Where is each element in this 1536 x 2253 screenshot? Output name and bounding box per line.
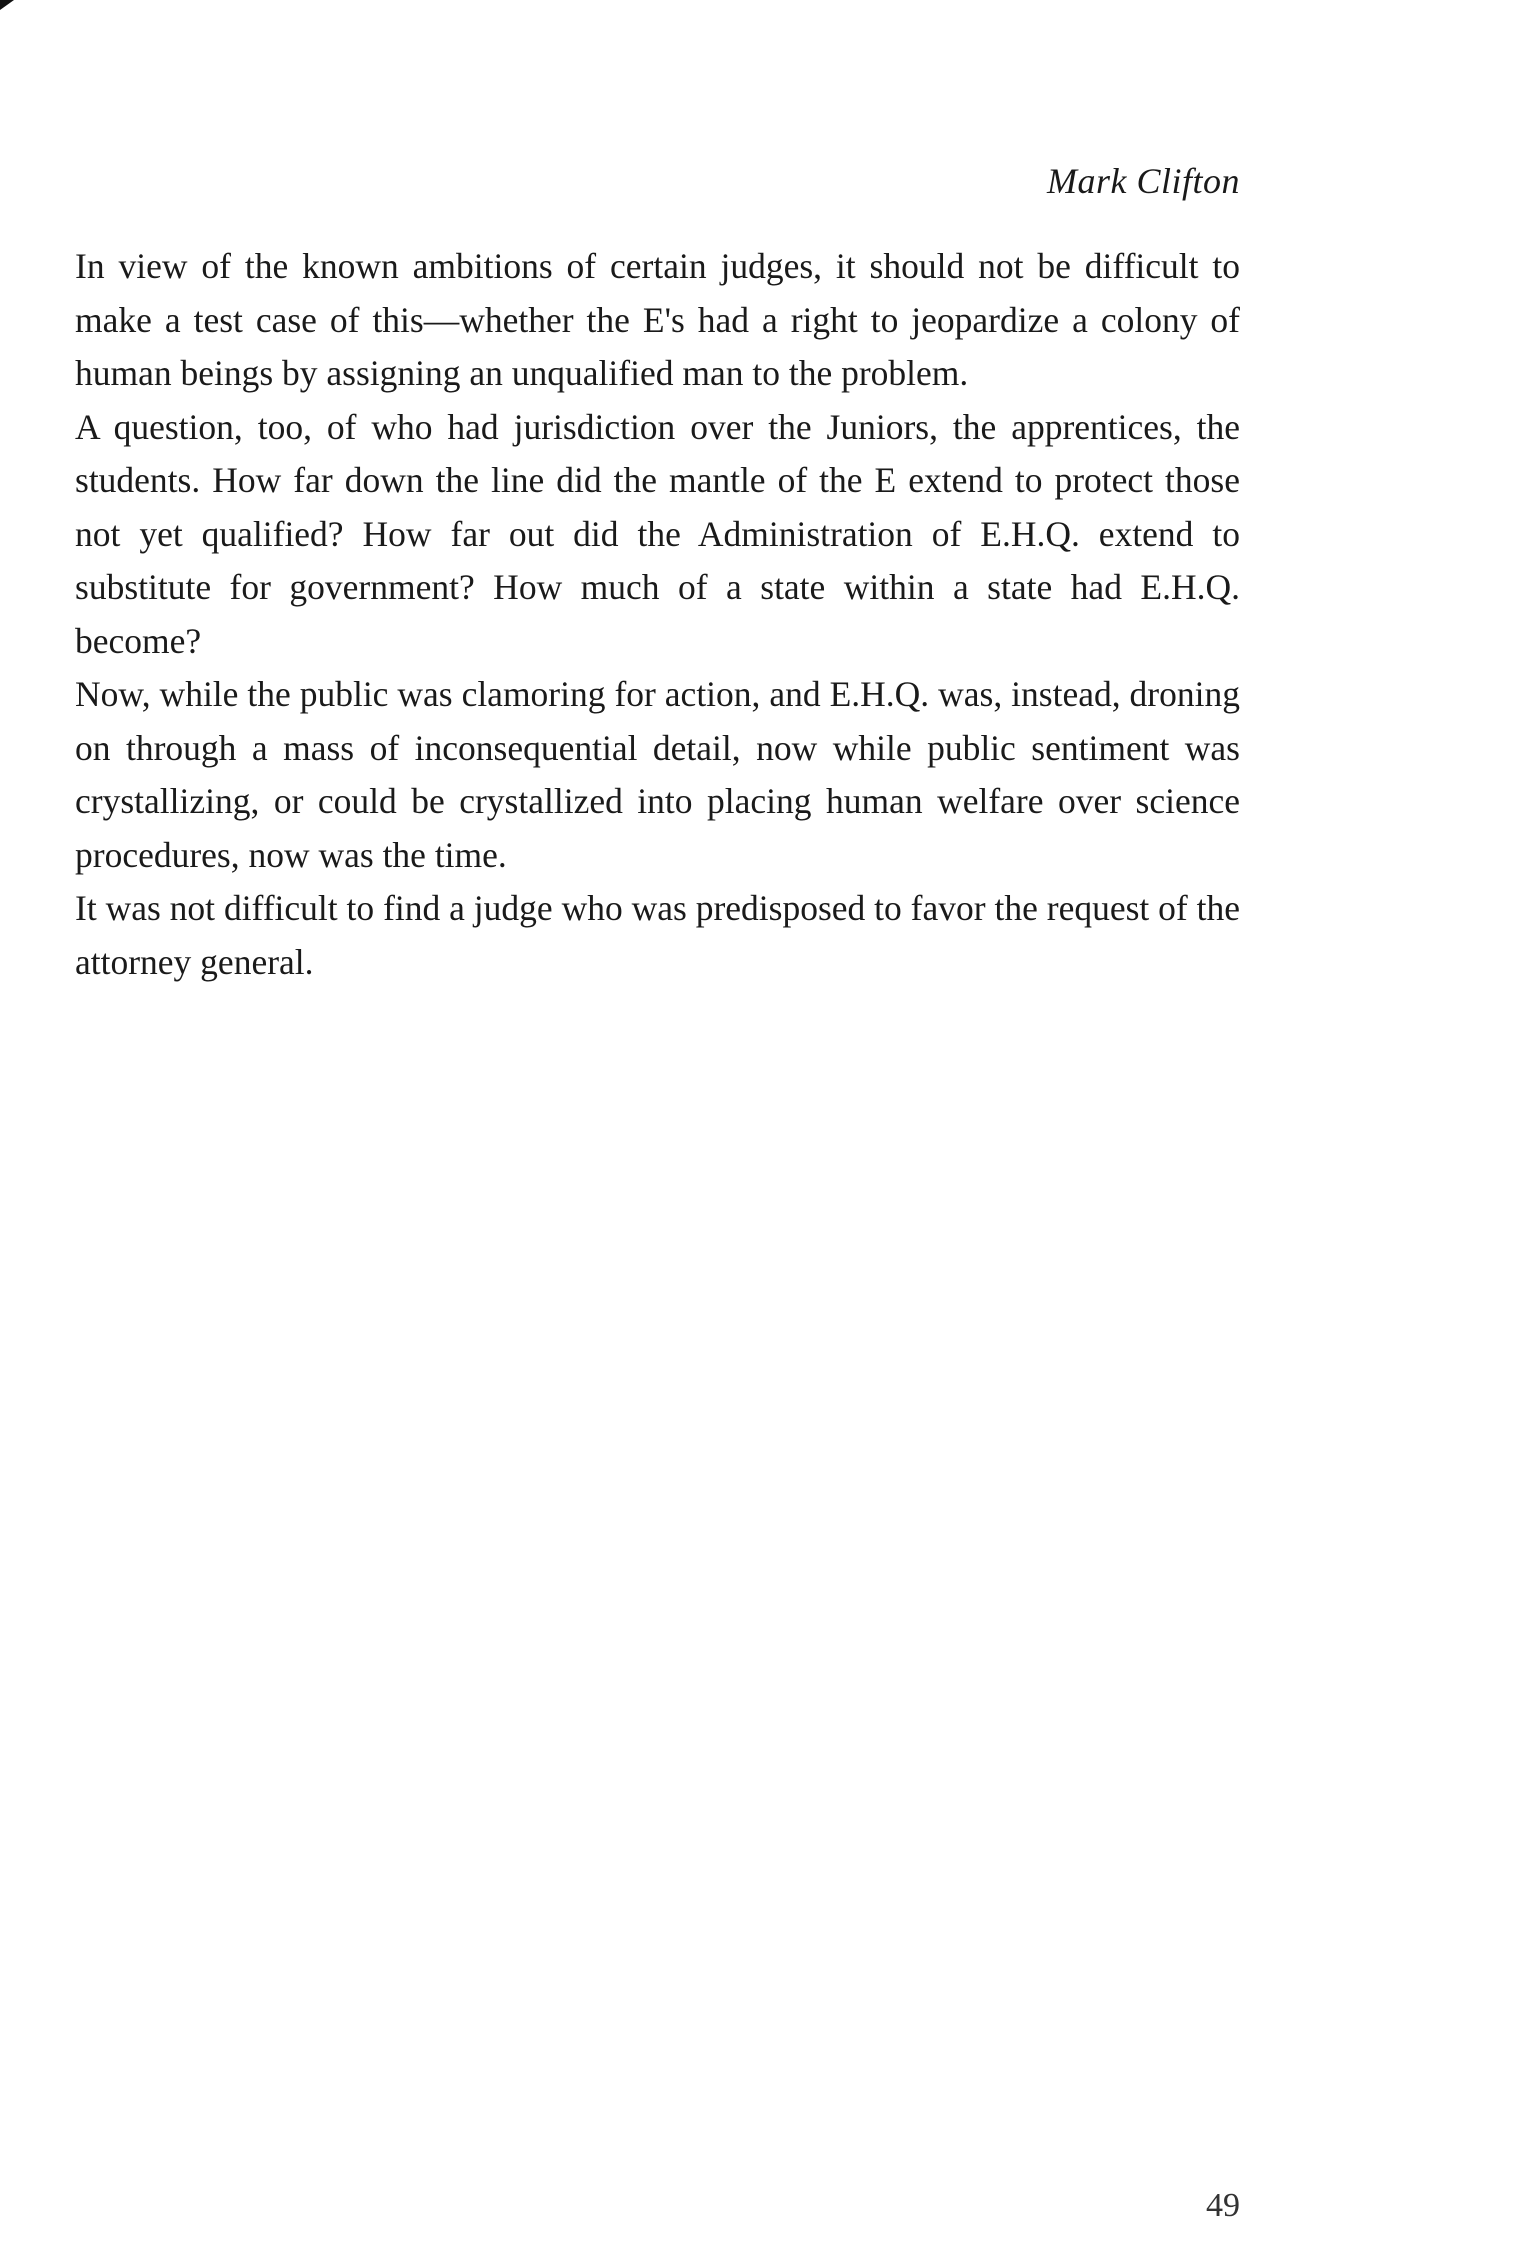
paragraph: It was not difficult to find a judge who was predisposed to favor the request of the attorney general. (75, 888, 1240, 982)
running-head-author: Mark Clifton (1047, 161, 1240, 201)
paragraph: In view of the known ambitions of certain judges, it should not be difficult to make a test case of this—whether the E's had a right to jeopardize a colony of human beings by assigning an unqualified man to the problem. (75, 246, 1240, 393)
scan-corner-mark (0, 0, 14, 10)
page-content (75, 160, 1240, 989)
paragraph: Now, while the public was clamoring for action, and E.H.Q. was, instead, droning on through a mass of inconsequential detail, now while public sentiment was crystallizing, or could be crystallized into placing human welfare over science procedures, now was the time. (75, 674, 1240, 875)
page-number: 49 (1206, 2187, 1240, 2224)
paragraph: A question, too, of who had jurisdiction over the Juniors, the apprentices, the students. How far down the line did the mantle of the E extend to protect those not yet qualified? How far out did the Administration of E.H.Q. extend to substitute for government? How much of a state within a state had E.H.Q. become? (75, 406, 1240, 661)
body-text (75, 240, 1240, 989)
